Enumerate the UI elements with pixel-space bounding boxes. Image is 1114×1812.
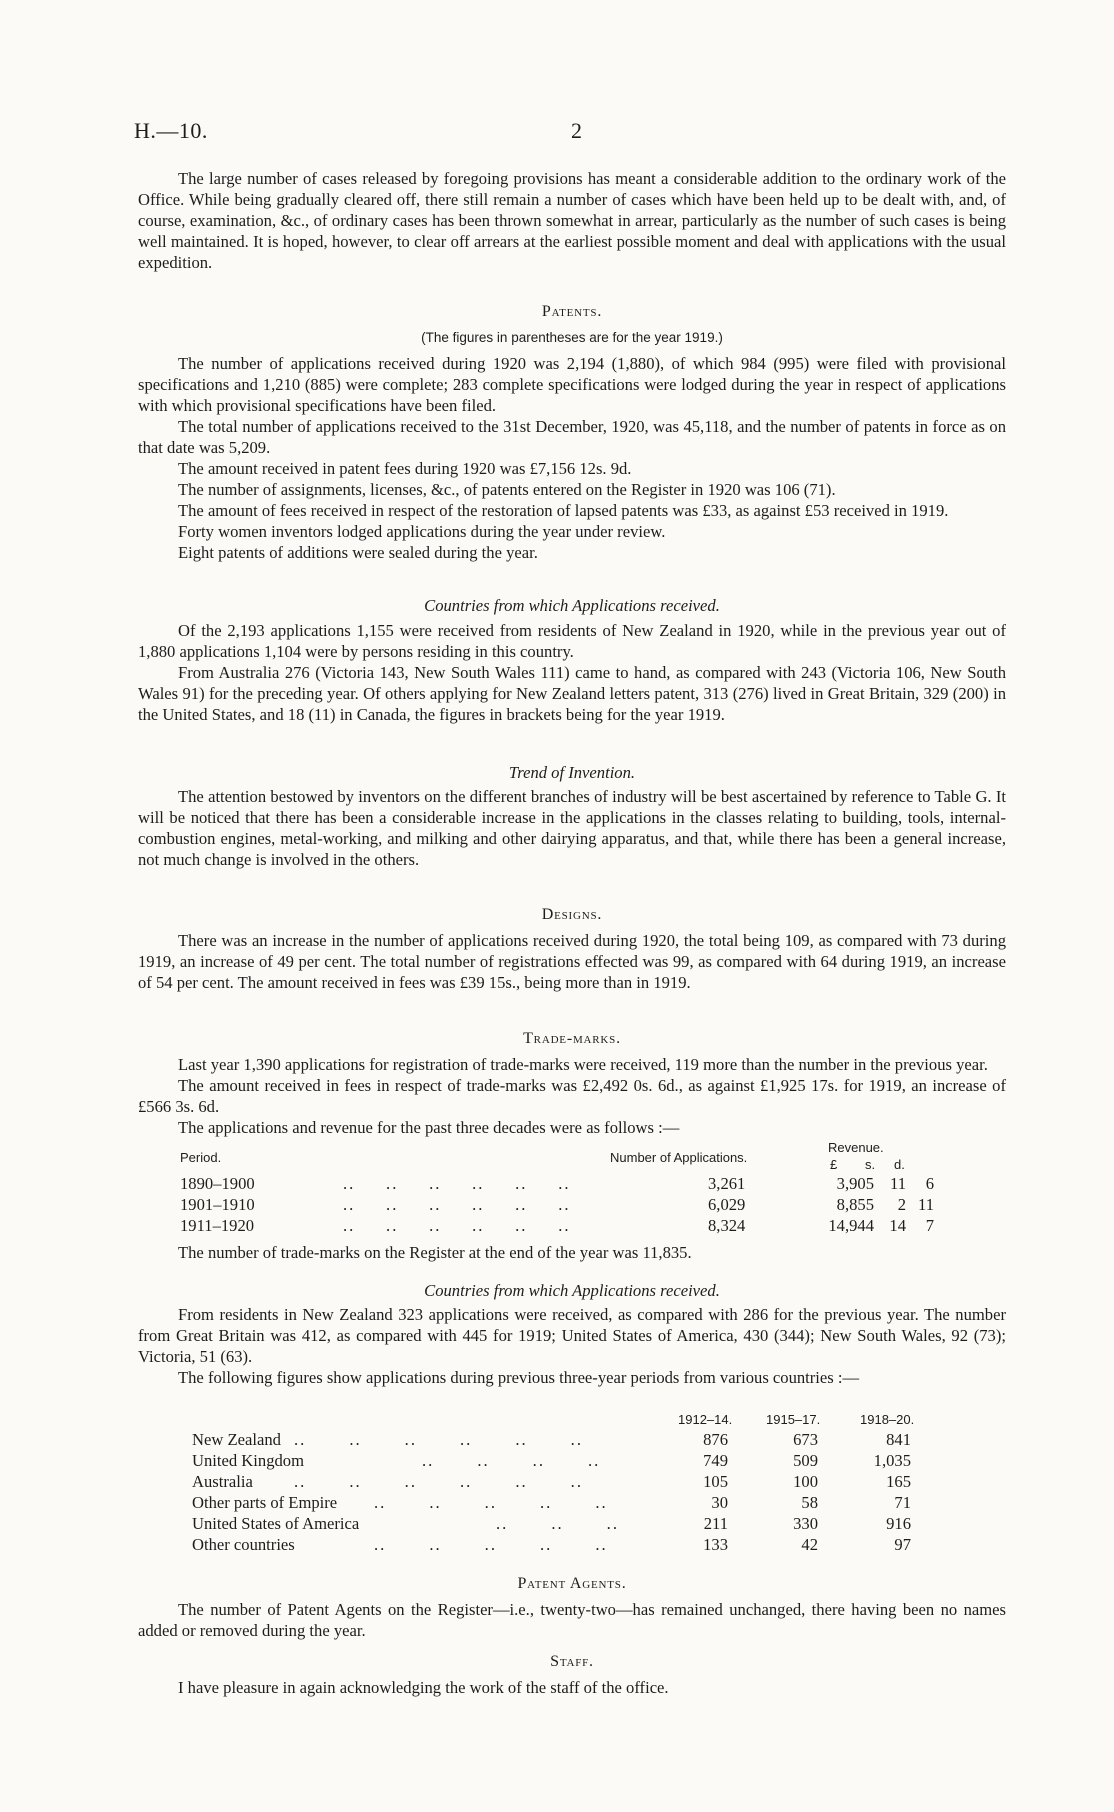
leader-dots: .. .. .. .. .. .. (343, 1195, 571, 1214)
applications-cell: 8,324 (708, 1216, 746, 1235)
country-cell: New Zealand (192, 1430, 281, 1449)
staff-paragraph: I have pleasure in again acknowledging the work of the staff of the office. (178, 1678, 669, 1697)
trend-heading: Trend of Invention. (508, 763, 636, 782)
value-1918-20: 97 (894, 1535, 911, 1554)
period-cell: 1911–1920 (180, 1216, 255, 1235)
table-row (138, 1472, 1006, 1493)
document-code: H.—10. (134, 118, 208, 143)
country-cell: Other countries (192, 1535, 295, 1554)
period-cell: 1890–1900 (180, 1174, 255, 1193)
value-1912-14: 211 (703, 1514, 728, 1533)
patent-agents-section (138, 1599, 1006, 1641)
trademarks-heading: Trade-marks. (523, 1030, 621, 1047)
patents-paragraph: The total number of applications received to the 31st December, 1920, was 45,118, and the number of patents in force as on that date was 5,209. (138, 417, 1006, 457)
table-row (138, 1216, 1006, 1237)
trademarks-countries-paragraph: The following figures show applications during previous three-year periods from various countries :— (178, 1368, 860, 1387)
table-row (138, 1493, 1006, 1514)
applications-cell: 3,261 (708, 1174, 746, 1193)
trademark-decades-table (138, 1140, 1006, 1236)
patents-paragraph: The amount of fees received in respect of the restoration of lapsed patents was £33, as against £53 received in 1919. (178, 501, 949, 520)
patents-countries-paragraph: Of the 2,193 applications 1,155 were received from residents of New Zealand in 1920, while in the previous year out of 1,880 applications 1,104 were by persons residing in this country. (138, 621, 1006, 661)
designs-section (138, 930, 1006, 993)
value-1918-20: 841 (886, 1430, 911, 1449)
designs-heading: Designs. (541, 906, 603, 923)
column-header-shillings: s. (865, 1157, 876, 1172)
value-1912-14: 133 (703, 1535, 728, 1554)
column-header-1915-17: 1915–17. (766, 1412, 821, 1427)
leader-dots: .. .. .. .. .. .. (343, 1174, 571, 1193)
patents-countries-heading: Countries from which Applications received. (424, 596, 720, 615)
patents-paragraph: The number of applications received during 1920 was 2,194 (1,880), of which 984 (995) were filed with provisional specifications and 1,210 (885) were complete; 283 complete specifications were lodged during the year in respect of applications with which provisional specifications have been filed. (138, 354, 1006, 415)
value-1918-20: 916 (886, 1514, 911, 1533)
trademarks-countries-paragraph: From residents in New Zealand 323 applications were received, as compared with 286 for the previous year. The number from Great Britain was 412, as compared with 445 for 1919; United States of America, 430 (344); New South Wales, 92 (73); Victoria, 51 (63). (138, 1305, 1006, 1366)
trend-section (138, 786, 1006, 870)
patent-agents-heading: Patent Agents. (517, 1575, 627, 1592)
revenue-pence-cell: 11 (918, 1195, 934, 1214)
value-1918-20: 165 (886, 1472, 911, 1491)
country-cell: Australia (192, 1472, 253, 1491)
trademarks-countries-heading: Countries from which Applications received. (424, 1281, 720, 1300)
leader-dots: .. .. .. (496, 1514, 619, 1533)
country-cell: United States of America (192, 1514, 360, 1533)
patents-paragraph: Forty women inventors lodged applications during the year under review. (178, 522, 666, 541)
country-cell: United Kingdom (192, 1451, 304, 1470)
page-number: 2 (571, 118, 583, 143)
revenue-pence-cell: 6 (925, 1174, 934, 1193)
designs-paragraph: There was an increase in the number of applications received during 1920, the total being 109, as compared with 73 during 1919, an increase of 49 per cent. The total number of registrations effected was 99, as compared with 64 during 1919, an increase of 54 per cent. The amount received in fees was £39 15s., being more than in 1919. (138, 931, 1006, 992)
value-1912-14: 876 (703, 1430, 728, 1449)
intro-paragraph: The large number of cases released by foregoing provisions has meant a considerable addition to the ordinary work of the Office. While being gradually cleared off, there still remain a number of cases which have been held up to be dealt with, and, of course, examination, &c., of ordinary cases has been thrown somewhat in arrear, particularly as the number of such cases is being well maintained. It is hoped, however, to clear off arrears at the earliest possible moment and deal with applications with the usual expedition. (138, 169, 1006, 272)
value-1912-14: 749 (703, 1451, 728, 1470)
column-header-1918-20: 1918–20. (860, 1412, 915, 1427)
trademarks-paragraph: The amount received in fees in respect of trade-marks was £2,492 0s. 6d., as against £1,925 17s. for 1919, an increase of £566 3s. 6d. (138, 1076, 1006, 1116)
column-header-1912-14: 1912–14. (678, 1412, 733, 1427)
revenue-shillings-cell: 11 (890, 1174, 906, 1193)
value-1915-17: 673 (793, 1430, 818, 1449)
applications-cell: 6,029 (708, 1195, 746, 1214)
leader-dots: .. .. .. .. .. (374, 1493, 608, 1512)
patents-paragraph: The amount received in patent fees during 1920 was £7,156 12s. 9d. (178, 459, 632, 478)
leader-dots: .. .. .. .. .. .. (294, 1472, 583, 1491)
revenue-pounds-cell: 8,855 (836, 1195, 874, 1214)
revenue-pence-cell: 7 (925, 1216, 934, 1235)
patents-paragraph: Eight patents of additions were sealed during the year. (178, 543, 538, 562)
trademarks-paragraph: Last year 1,390 applications for registration of trade-marks were received, 119 more than the number in the previous year. (178, 1055, 988, 1074)
revenue-shillings-cell: 2 (897, 1195, 906, 1214)
leader-dots: .. .. .. .. .. .. (343, 1216, 571, 1235)
leader-dots: .. .. .. .. .. .. (294, 1430, 583, 1449)
patents-countries-section (138, 620, 1006, 725)
value-1912-14: 105 (703, 1472, 728, 1491)
revenue-pounds-cell: 14,944 (828, 1216, 874, 1235)
trademarks-section (138, 1054, 1006, 1138)
column-header-pence: d. (894, 1157, 905, 1172)
table-row (138, 1514, 1006, 1535)
staff-heading: Staff. (550, 1653, 594, 1670)
column-header-revenue: Revenue. (828, 1140, 884, 1155)
intro-section (138, 168, 1006, 273)
table-row (138, 1174, 1006, 1195)
value-1912-14: 30 (711, 1493, 728, 1512)
value-1915-17: 100 (793, 1472, 818, 1491)
leader-dots: .. .. .. .. (422, 1451, 601, 1470)
patents-note: (The figures in parentheses are for the year 1919.) (421, 330, 723, 345)
value-1915-17: 42 (801, 1535, 818, 1554)
value-1915-17: 58 (801, 1493, 818, 1512)
trademarks-countries-section (138, 1304, 1006, 1388)
value-1915-17: 509 (793, 1451, 818, 1470)
value-1918-20: 1,035 (873, 1451, 911, 1470)
trademarks-register-section (138, 1242, 1006, 1263)
patents-heading: Patents. (541, 303, 603, 320)
table-row (138, 1451, 1006, 1472)
column-header-applications: Number of Applications. (610, 1150, 748, 1165)
trend-paragraph: The attention bestowed by inventors on the different branches of industry will be best ascertained by reference to Table G. It will be noticed that there has been a considerable increase in the applications in the classes relating to building, tools, internal-combustion engines, metal-working, and milking and other dairying apparatus, and that, while there has been a general increase, not much change is involved in the others. (138, 787, 1006, 869)
country-applications-table (138, 1412, 1006, 1564)
value-1915-17: 330 (793, 1514, 818, 1533)
leader-dots: .. .. .. .. .. (374, 1535, 608, 1554)
value-1918-20: 71 (894, 1493, 911, 1512)
revenue-pounds-cell: 3,905 (836, 1174, 874, 1193)
table-row (138, 1430, 1006, 1451)
table-row (138, 1195, 1006, 1216)
country-cell: Other parts of Empire (192, 1493, 338, 1512)
table-row (138, 1535, 1006, 1556)
patents-countries-paragraph: From Australia 276 (Victoria 143, New South Wales 111) came to hand, as compared with 243 (Victoria 106, New South Wales 91) for the preceding year. Of others applying for New Zealand letters patent, 313 (276) lived in Great Britain, 329 (200) in the United States, and 18 (11) in Canada, the figures in brackets being for the year 1919. (138, 663, 1006, 724)
period-cell: 1901–1910 (180, 1195, 255, 1214)
column-header-period: Period. (180, 1150, 222, 1165)
revenue-shillings-cell: 14 (889, 1216, 906, 1235)
patents-section (138, 353, 1006, 563)
patent-agents-paragraph: The number of Patent Agents on the Register—i.e., twenty-two—has remained unchanged, there having been no names added or removed during the year. (138, 1600, 1006, 1640)
trademarks-register-paragraph: The number of trade-marks on the Register at the end of the year was 11,835. (178, 1243, 692, 1262)
trademarks-paragraph: The applications and revenue for the past three decades were as follows :— (178, 1118, 680, 1137)
column-header-pounds: £ (830, 1157, 838, 1172)
patents-paragraph: The number of assignments, licenses, &c., of patents entered on the Register in 1920 was 106 (71). (178, 480, 836, 499)
staff-section (138, 1677, 1006, 1698)
